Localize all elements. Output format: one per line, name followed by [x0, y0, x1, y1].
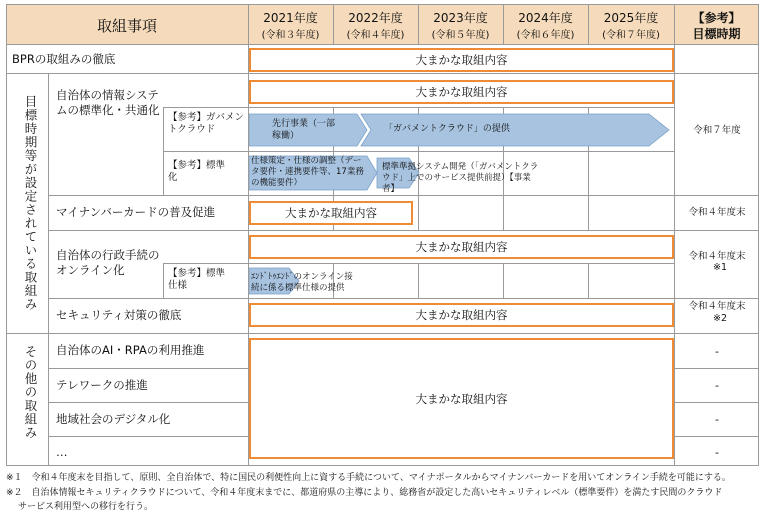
- bpr-content-box: 大まかな取組内容: [249, 48, 674, 72]
- header-item-label: 取組事項: [96, 17, 157, 35]
- ai-goal-dash: -: [715, 345, 719, 358]
- row-sys-label: 自治体の情報システムの標準化・共通化: [56, 88, 160, 117]
- mynumber-content-box: 大まかな取組内容: [249, 201, 413, 225]
- std-arrow1-text: 仕様策定・仕様の調整（データ要件・連携要件等、17業務の機能要件）: [251, 156, 364, 188]
- era-label: (令和６年度): [516, 30, 575, 41]
- std-arrow2-text: 標準準拠システム開発（「ガバメントクラウド」上でのサービス提供前提）【事業者】: [382, 162, 539, 194]
- sys-goal: 令和７年度: [693, 125, 741, 136]
- header-goal-cell: [674, 4, 759, 45]
- era-label: (令和７年度): [602, 30, 660, 41]
- std-label: 【参考】標準化: [168, 160, 226, 183]
- security-goal: 令和４年度末: [688, 301, 746, 312]
- group-label-targeted: 目標時期等が設定されている取組み: [23, 95, 38, 311]
- header-year-2021: [248, 4, 333, 45]
- telework-goal-dash: -: [715, 379, 719, 392]
- etc-goal-dash: -: [715, 446, 719, 459]
- gov-cloud-label: 【参考】ガバメントクラウド: [168, 112, 245, 135]
- footnote-1: ※１ 令和４年度末を目指して、原則、全自治体で、特に国民の利便性向上に資する手続について、マイナポータルからマイナンバーカードを用いてオンライン手続を可能にする。: [6, 473, 731, 483]
- online-arrow-text: ｴﾝﾄﾞﾄｩｴﾝﾄﾞのオンライン接続に係る標準仕様の提供: [251, 272, 353, 293]
- sys-content-box: 大まかな取組内容: [249, 80, 674, 104]
- security-goal-note: ※2: [712, 313, 727, 324]
- era-label: (令和４年度): [346, 30, 405, 41]
- gov-cloud-arrow1-text: 先行事業（一部稼働）: [272, 119, 336, 141]
- online-goal-note: ※1: [712, 262, 727, 273]
- goal-header-line1: 【参考】: [692, 11, 741, 25]
- footnote-2-cont: サービス利用型への移行を行う。: [18, 502, 154, 512]
- year-label: 2024年度: [518, 11, 573, 25]
- online-std-label: 【参考】標準仕様: [168, 268, 226, 291]
- group-label-other: その他の取組み: [23, 345, 38, 440]
- security-content-box: 大まかな取組内容: [249, 303, 674, 327]
- header-year-2022: [333, 4, 418, 45]
- online-content-box: 大まかな取組内容: [249, 235, 674, 259]
- year-label: 2023年度: [433, 11, 488, 25]
- year-label: 2021年度: [263, 11, 318, 25]
- online-goal: 令和４年度末: [688, 251, 746, 262]
- row-bpr-label: BPRの取組みの徹底: [12, 52, 116, 66]
- goal-header-line2: 目標時期: [692, 27, 741, 41]
- header-year-2024: [503, 4, 588, 45]
- header-year-2023: [418, 4, 503, 45]
- year-label: 2025年度: [603, 11, 659, 25]
- row-etc-label: …: [56, 445, 68, 459]
- row-telework-label: テレワークの推進: [56, 378, 148, 392]
- era-label: (令和５年度): [431, 30, 490, 41]
- row-security-label: セキュリティ対策の徹底: [56, 308, 182, 322]
- digital-goal-dash: -: [715, 413, 719, 426]
- row-digital-label: 地域社会のデジタル化: [56, 412, 171, 426]
- row-online-label: 自治体の行政手続のオンライン化: [56, 248, 160, 277]
- footnote-2: ※２ 自治体情報セキュリティクラウドについて、令和４年度末までに、都道府県の主導により、総務省が設定した高いセキュリティレベル（標準要件）を満たす民間のクラウド: [6, 488, 723, 498]
- gov-cloud-arrow2-text: 「ガバメントクラウド」の提供: [384, 124, 510, 134]
- header-item-cell: [6, 4, 248, 45]
- row-mynumber-label: マイナンバーカードの普及促進: [56, 205, 216, 219]
- header-year-2025: [588, 4, 674, 45]
- era-label: (令和３年度): [261, 30, 320, 41]
- row-ai-label: 自治体のAI・RPAの利用推進: [56, 343, 205, 357]
- year-label: 2022年度: [348, 11, 403, 25]
- other-content-box: 大まかな取組内容: [249, 338, 674, 459]
- mynumber-goal: 令和４年度末: [688, 207, 746, 218]
